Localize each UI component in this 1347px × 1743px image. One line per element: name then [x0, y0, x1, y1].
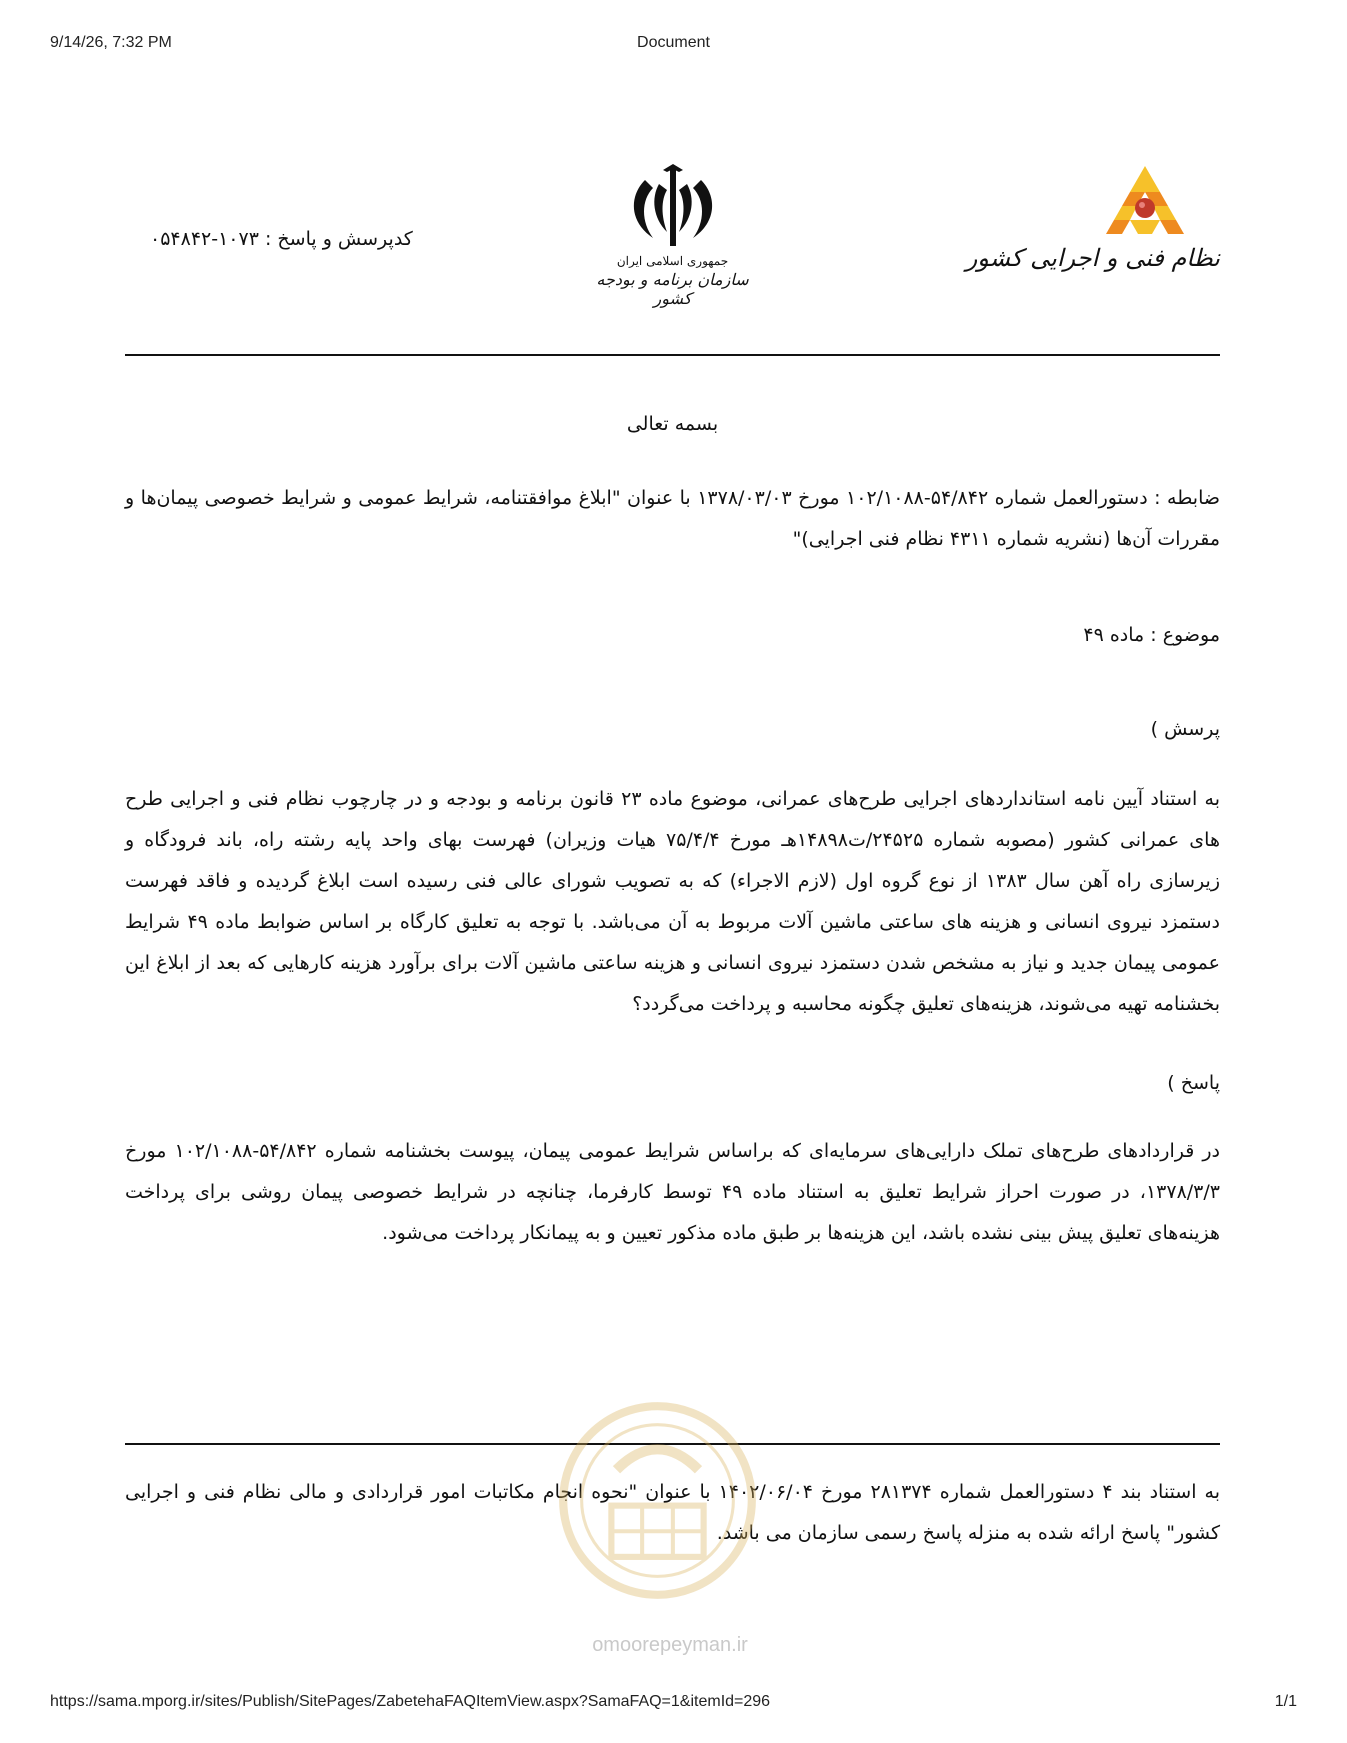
logo-caption: نظام فنی و اجرایی کشور: [965, 244, 1220, 272]
subject-line: موضوع : ماده ۴۹: [1083, 624, 1220, 646]
emblem-caption-organization: سازمان برنامه و بودجه کشور: [596, 270, 749, 308]
emblem-block: [595, 162, 750, 322]
letterhead: [125, 150, 1220, 325]
print-document-title: Document: [637, 34, 710, 51]
question-text: به استناد آیین نامه استانداردهای اجرایی طرح‌های عمرانی، موضوع ماده ۲۳ قانون برنامه و بودجه و در چارچوب نظام فنی و اجرایی طرح های عمرانی کشور (مصوبه شماره ۲۴۵۲۵/ت۱۴۸۹۸هـ مورخ ۷۵/۴/۴ هیات وزیران) فهرست بهای واحد پایه رشته راه، باند فرودگاه و زیرسازی راه آهن سال ۱۳۸۳ از نوع گروه اول (لازم الاجراء) که به تصویب شورای عالی فنی رسیده است ابلاغ گردیده و فاقد فهرست دستمزد نیروی انسانی و هزینه های ساعتی ماشین آلات مربوط به آن می‌باشد. با توجه به تعلیق کارگاه بر اساس ضوابط ماده ۴۹ شرایط عمومی پیمان جدید و نیاز به مشخص شدن دستمزد نیروی انسانی و هزینه ساعتی ماشین آلات برای برآورد هزینه کارهایی که بعد از ابلاغ این بخشنامه تهیه می‌شوند، هزینه‌های تعلیق چگونه محاسبه و پرداخت می‌گردد؟: [125, 788, 1221, 1015]
emblem-caption-country: جمهوری اسلامی ایران: [616, 254, 729, 268]
header-divider: [125, 354, 1220, 356]
technical-system-logo: [965, 164, 1220, 314]
watermark-site: omoorepeyman.ir: [592, 1634, 748, 1656]
technical-system-logo-icon: [1100, 164, 1190, 240]
question-label: پرسش ): [1150, 718, 1220, 740]
watermark-seal-icon: [555, 1398, 760, 1603]
answer-label: پاسخ ): [1167, 1072, 1220, 1094]
print-datetime: 9/14/26, 7:32 PM: [50, 34, 172, 51]
regulation-reference: ضابطه : دستورالعمل شماره ۵۴/۸۴۲-۱۰۲/۱۰۸۸ مورخ ۱۳۷۸/۰۳/۰۳ با عنوان "ابلاغ موافقتنامه، شرایط عمومی و شرایط خصوصی پیمان‌ها و مقررات آن‌ها (نشریه شماره ۴۳۱۱ نظام فنی اجرایی)": [125, 487, 1221, 550]
answer-text: در قراردادهای طرح‌های تملک دارایی‌های سرمایه‌ای که براساس شرایط عمومی پیمان، پیوست بخشنامه شماره ۵۴/۸۴۲-۱۰۲/۱۰۸۸ مورخ ۱۳۷۸/۳/۳، در صورت احراز شرایط تعلیق به استناد ماده ۴۹ توسط کارفرما، چنانچه در شرایط خصوصی پیمان روشی برای پرداخت هزینه‌های تعلیق پیش بینی نشده باشد، این هزینه‌ها بر طبق ماده مذکور تعیین و به پیمانکار پرداخت می‌شود.: [125, 1140, 1220, 1244]
print-footer: [50, 1693, 1297, 1715]
print-header: [50, 34, 1297, 56]
footer-note: به استناد بند ۴ دستورالعمل شماره ۲۸۱۳۷۴ مورخ ۱۴۰۲/۰۶/۰۴ با عنوان "نحوه انجام مکاتبات امور قراردادی و مالی نظام فنی و اجرایی کشور" پاسخ ارائه شده به منزله پاسخ رسمی سازمان می باشد.: [125, 1481, 1220, 1544]
page-url: https://sama.mporg.ir/sites/Publish/SitePages/ZabetehaFAQItemView.aspx?SamaFAQ=1&itemId=296: [50, 1693, 771, 1710]
page-count: 1/1: [1274, 1693, 1297, 1710]
iran-emblem-icon: [623, 162, 723, 252]
reference-code: کدپرسش و پاسخ : ۱۰۷۳-۰۵۴۸۴۲: [150, 228, 413, 250]
salutation: بسمه تعالی: [626, 413, 719, 435]
